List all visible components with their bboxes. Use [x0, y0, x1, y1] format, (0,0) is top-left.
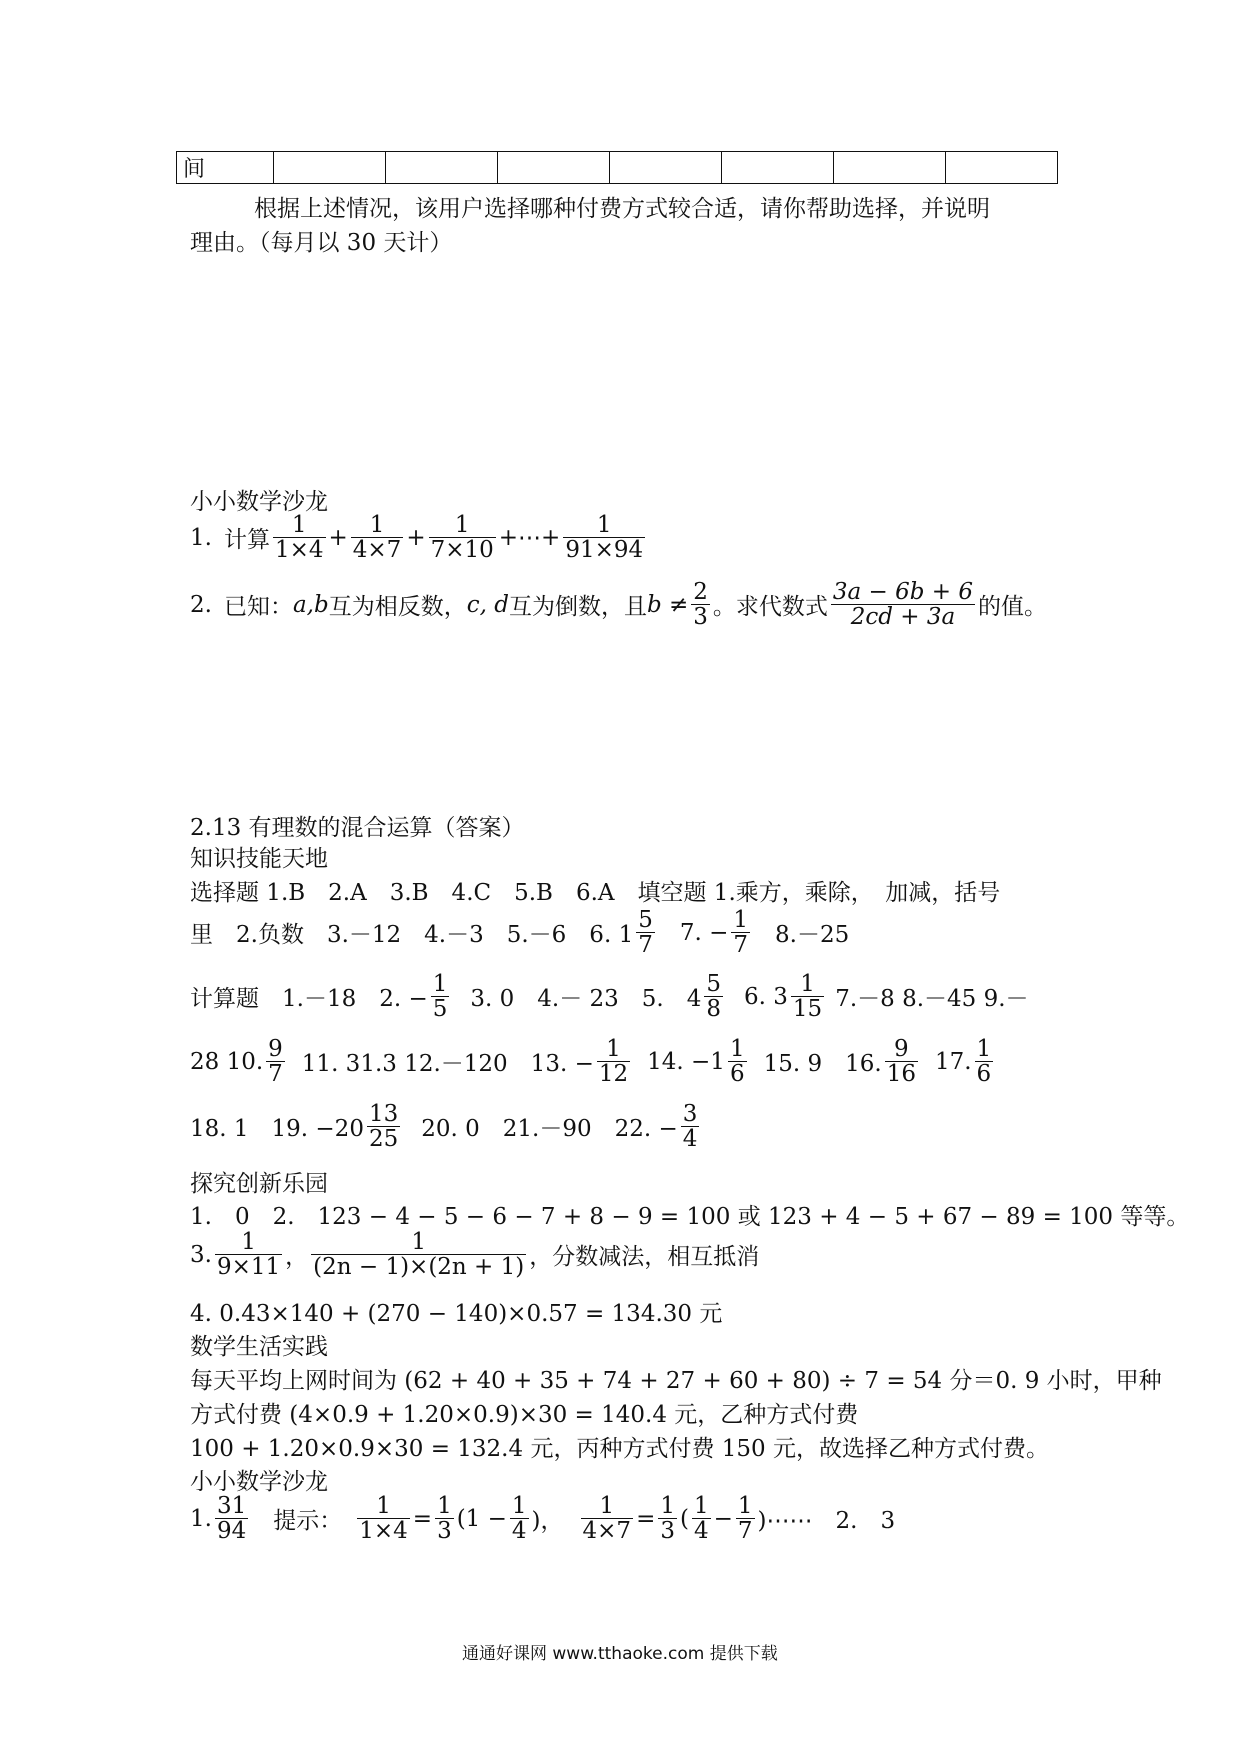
answer-frac: $\frac{5}{8}$ [706, 971, 722, 1023]
table-cell [274, 152, 386, 184]
answer-frac: $\frac{1}{12}$ [598, 1036, 629, 1088]
answer-frac: $\frac{1}{7}$ [737, 1493, 753, 1545]
q2-text: 。求代数式 [712, 594, 828, 621]
table-cell [498, 152, 610, 184]
q2-text: 已知： [223, 594, 293, 621]
table-cell [722, 152, 834, 184]
q2-text: 互为倒数，且 [508, 594, 647, 621]
section-heading: 小小数学沙龙 [190, 1469, 328, 1495]
answer-text: 17. [934, 1048, 972, 1075]
answer-text: 8.－25 [775, 922, 850, 949]
fill-answers [190, 908, 849, 957]
section-heading: 探究创新乐园 [190, 1171, 328, 1197]
life-answer-line: 每天平均上网时间为 (62 + 40 + 35 + 74 + 27 + 60 + 80) ÷ 7 = 54 分＝0. 9 小时，甲种 [190, 1368, 1162, 1394]
table-cell [946, 152, 1058, 184]
section-heading: 知识技能天地 [190, 846, 328, 872]
q1-frac-3: $\frac{1}{7\times 10}$ [430, 512, 494, 564]
answer-frac: $\frac{1}{3}$ [660, 1493, 675, 1545]
answer-frac: $\frac{13}{25}$ [368, 1101, 399, 1153]
answer-frac: $\frac{1}{3}$ [437, 1493, 452, 1545]
answer-text: − [713, 1505, 733, 1532]
answer-text: )， [531, 1508, 564, 1535]
table-cell [386, 152, 498, 184]
answer-text: 计算题 1.－18 2. − [190, 986, 428, 1013]
question-line-2: 理由。（每月以 30 天计） [190, 230, 453, 256]
answer-frac: $\frac{1}{6}$ [976, 1036, 992, 1088]
answer-text: = [636, 1505, 656, 1532]
answer-text: ( [680, 1505, 689, 1532]
q1-label: 计算 [223, 527, 270, 554]
answers-title: 2.13 有理数的混合运算（答案） [190, 815, 525, 841]
answer-text: (1 − [456, 1505, 507, 1532]
table-strip [176, 151, 1058, 184]
life-answer-line: 方式付费 (4×0.9 + 1.20×0.9)×30 = 140.4 元，乙种方式付费 [190, 1402, 859, 1428]
explore-answer-3 [190, 1230, 759, 1279]
q2-var-cd: c, d [466, 591, 509, 618]
answer-text: 1. [190, 1505, 212, 1532]
section-heading: 数学生活实践 [190, 1334, 328, 1360]
answer-frac: $\frac{1}{6}$ [729, 1036, 745, 1088]
table-cell [610, 152, 722, 184]
q2-var-ab: a,b [292, 591, 329, 618]
question-line-1: 根据上述情况，该用户选择哪种付费方式较合适，请你帮助选择，并说明 [254, 196, 990, 222]
answer-frac: $\frac{5}{7}$ [638, 907, 653, 959]
answer-text: 28 10. [190, 1048, 264, 1075]
answer-frac: $\frac{1}{7}$ [733, 907, 749, 959]
calc-answers-1 [190, 972, 1029, 1021]
answer-text: 20. 0 21.－90 22. − [421, 1116, 678, 1143]
answer-frac: $\frac{9}{7}$ [268, 1036, 283, 1088]
answer-text: 7. − [679, 919, 729, 946]
answer-text: 3. [190, 1241, 212, 1268]
explore-answer-4: 4. 0.43×140 + (270 − 140)×0.57 = 134.30 元 [190, 1301, 723, 1327]
salon-answers [190, 1494, 895, 1543]
answer-text: 里 2.负数 3.－12 4.－3 5.－6 6. 1 [190, 922, 634, 949]
answer-text: 提示： [273, 1508, 343, 1535]
q2-frac: $\frac{2}{3}$ [693, 579, 708, 631]
table-cell-first: 间 [177, 152, 274, 184]
table-cell [834, 152, 946, 184]
answer-text: 18. 1 19. −20 [190, 1116, 364, 1143]
answer-frac: $\frac{1}{4}$ [511, 1493, 527, 1545]
answer-frac: $\frac{1}{4}$ [693, 1493, 709, 1545]
answer-frac: $\frac{3}{4}$ [682, 1101, 698, 1153]
q1-number: 1. [190, 524, 212, 551]
answer-frac: $\frac{1}{5}$ [432, 971, 448, 1023]
answer-text: 3. 0 4.－ 23 5. 4 [470, 986, 702, 1013]
answer-text: )⋯⋯ 2. 3 [757, 1508, 896, 1535]
life-answer-line: 100 + 1.20×0.9×30 = 132.4 元，丙种方式付费 150 元，故选择乙种方式付费。 [190, 1436, 1049, 1462]
answer-frac: $\frac{1}{(2n - 1)\times(2n + 1)}$ [313, 1229, 525, 1281]
answer-text: ，分数减法，相互抵消 [529, 1244, 760, 1271]
answer-text: 7.－8 8.－45 9.－ [835, 986, 1029, 1013]
salon-q1: 1. 计算 $\frac{1}{1\times 4}$ + $\frac{1}{4\times 7}$ + $\frac{1}{7\times 10}$ +⋯+ $\frac{1}{91\times 94}$ [190, 512, 644, 564]
q2-expression: $\frac{3a - 6b + 6}{2cd + 3a}$ [832, 579, 974, 631]
answer-frac: $\frac{31}{94}$ [216, 1493, 247, 1545]
q1-frac-2: $\frac{1}{4\times 7}$ [352, 512, 402, 564]
calc-answers-3 [190, 1102, 702, 1151]
page-footer: 通通好课网 www.tthaoke.com 提供下载 [462, 1644, 778, 1664]
q2-text: 的值。 [978, 594, 1048, 621]
answer-frac: $\frac{9}{16}$ [886, 1036, 916, 1088]
salon-heading: 小小数学沙龙 [190, 489, 328, 515]
answer-frac: $\frac{1}{9\times 11}$ [216, 1229, 281, 1281]
answer-frac: $\frac{1}{4\times 7}$ [582, 1493, 632, 1545]
answer-text: = [412, 1505, 433, 1532]
q1-ellipsis: +⋯+ [498, 524, 561, 551]
salon-q2 [190, 580, 1047, 629]
q2-text: 互为相反数， [328, 594, 467, 621]
q1-frac-1: $\frac{1}{1\times 4}$ [274, 512, 324, 564]
calc-answers-2 [190, 1037, 996, 1086]
answer-text: 14. −1 [647, 1048, 725, 1075]
choice-answers: 选择题 1.B 2.A 3.B 4.C 5.B 6.A 填空题 1.乘方，乘除， 加减，括号 [190, 880, 1001, 906]
answer-frac: $\frac{1}{1\times 4}$ [359, 1493, 408, 1545]
answer-text: ， [285, 1244, 309, 1271]
explore-answer-1: 1. 0 2. 123 − 4 − 5 − 6 − 7 + 8 − 9 = 100 或 123 + 4 − 5 + 67 − 89 = 100 等等。 [190, 1204, 1190, 1230]
answer-text: 6. 3 [744, 983, 788, 1010]
answer-text: 11. 31.3 12.－120 13. − [301, 1051, 594, 1078]
q2-condition: b ≠ [646, 591, 689, 618]
answer-text: 15. 9 16. [763, 1051, 882, 1078]
q2-number: 2. [190, 591, 212, 618]
q1-frac-last: $\frac{1}{91\times 94}$ [565, 512, 644, 564]
answer-frac: $\frac{1}{15}$ [792, 971, 823, 1023]
